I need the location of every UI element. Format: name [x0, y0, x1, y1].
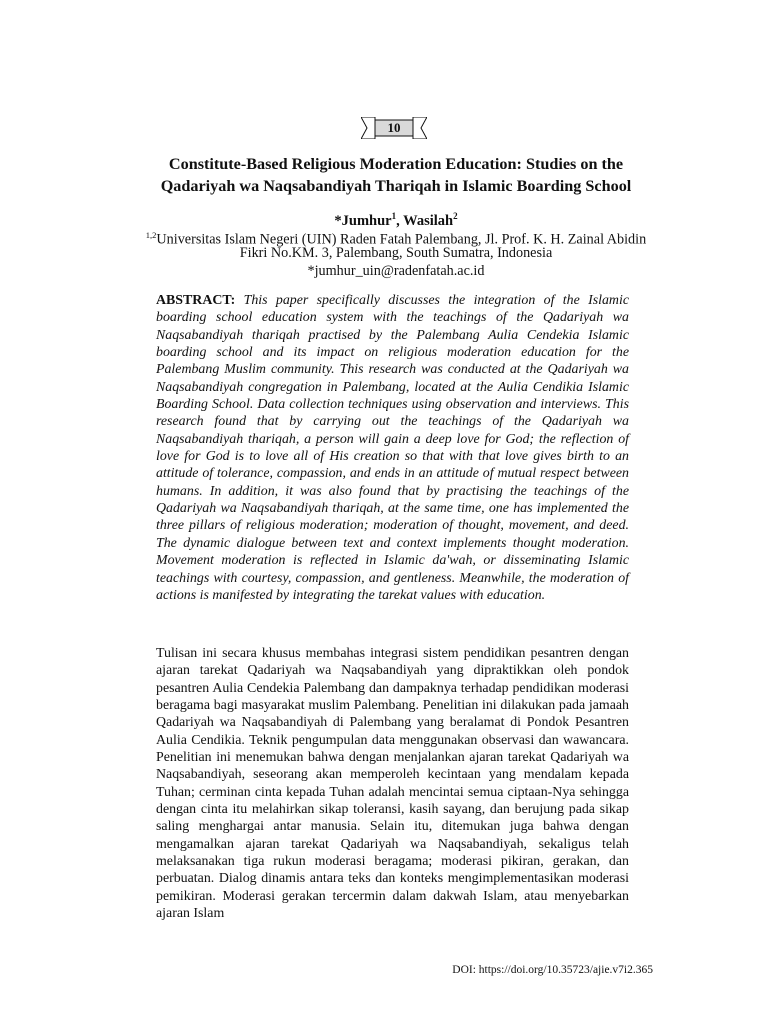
corresponding-email[interactable]: *jumhur_uin@radenfatah.ac.id	[307, 263, 485, 279]
author-2-name: Wasilah	[403, 212, 454, 229]
author-2-affiliation-mark: 2	[453, 211, 458, 221]
chapter-number: 10	[387, 120, 401, 135]
author-separator: ,	[396, 212, 404, 229]
affiliation-line-2: Fikri No.KM. 3, Palembang, South Sumatra, Indonesia	[239, 245, 553, 261]
doi-link[interactable]: DOI: https://doi.org/10.35723/ajie.v7i2.365	[452, 964, 653, 976]
paper-title-line-2: Qadariyah wa Naqsabandiyah Thariqah in Islamic Boarding School	[160, 177, 632, 195]
chapter-number-badge	[361, 117, 427, 139]
author-1-affiliation-mark: 1	[391, 211, 397, 221]
abstract-text: This paper specifically discusses the integration of the Islamic boarding school education system with the teachings of the Qadariyah wa Naqsabandiyah thariqah practised by the Palembang Aulia Cendekia Islamic boarding school and its impact on religious moderation education for the Palembang Muslim community. This research was conducted at the Qadariyah wa Naqsabandiyah congregation in Palembang, located at the Aulia Cendikia Islamic Boarding School. Data collection techniques using observation and interviews. This research found that by carrying out the teachings of the Qadariyah wa Naqsabandiyah thariqah, a person will gain a deep love for God; the reflection of love for God is to love all of His creation so that with that love gives birth to an attitude of tolerance, compassion, and ends in an attitude of mutual respect between humans. In addition, it was also found that by practising the teachings of the Qadariyah wa Naqsabandiyah thariqah, at the same time, one has implemented the three pillars of religious moderation; moderation of thought, movement, and deed. The dynamic dialogue between text and context implements thought moderation. Movement moderation is reflected in Islamic da'wah, or disseminating Islamic teachings with courtesy, compassion, and gentleness. Meanwhile, the moderation of actions is manifested by integrating the tarekat values with education.	[156, 293, 629, 603]
abstract-label: ABSTRACT:	[156, 293, 236, 308]
affiliation-institution: Universitas Islam Negeri (UIN) Raden Fatah Palembang, Jl. Prof. K. H. Zainal Abidin	[156, 231, 647, 248]
author-1-name: *Jumhur	[334, 212, 392, 229]
affiliation-mark: 1,2	[145, 230, 157, 240]
abstrak-paragraph: Tulisan ini secara khusus membahas integrasi sistem pendidikan pesantren dengan ajaran tarekat Qadariyah wa Naqsabandiyah yang dipraktikkan oleh pondok pesantren Aulia Cendekia Palembang dan dampaknya terhadap pendidikan moderasi beragama bagi masyarakat muslim Palembang. Penelitian ini dilakukan pada jamaah Qadariyah wa Naqsabandiyah di Palembang yang beralamat di Pondok Pesantren Aulia Cendikia. Teknik pengumpulan data menggunakan observasi dan wawancara. Penelitian ini menemukan bahwa dengan menjalankan ajaran tarekat Qadariyah wa Naqsabandiyah, seseorang akan memperoleh kecintaan yang mendalam kepada Tuhan; cerminan cinta kepada Tuhan adalah mencintai semua ciptaan-Nya sehingga dengan cinta itu melahirkan sikap toleransi, kasih sayang, dan berujung pada sikap saling menghargai antar manusia. Selain itu, ditemukan juga bahwa dengan mengamalkan ajaran tarekat Qadariyah wa Naqsabandiyah, sekaligus telah melaksanakan tiga rukun moderasi beragama; moderasi pikiran, gerakan, dan perbuatan. Dialog dinamis antara teks dan konteks mengimplementasikan moderasi pemikiran. Moderasi gerakan tercermin dalam dakwah Islam, atau menyebarkan ajaran Islam	[156, 646, 629, 922]
paper-title-line-1: Constitute-Based Religious Moderation Education: Studies on the	[168, 155, 624, 173]
abstract-paragraph	[156, 292, 629, 604]
